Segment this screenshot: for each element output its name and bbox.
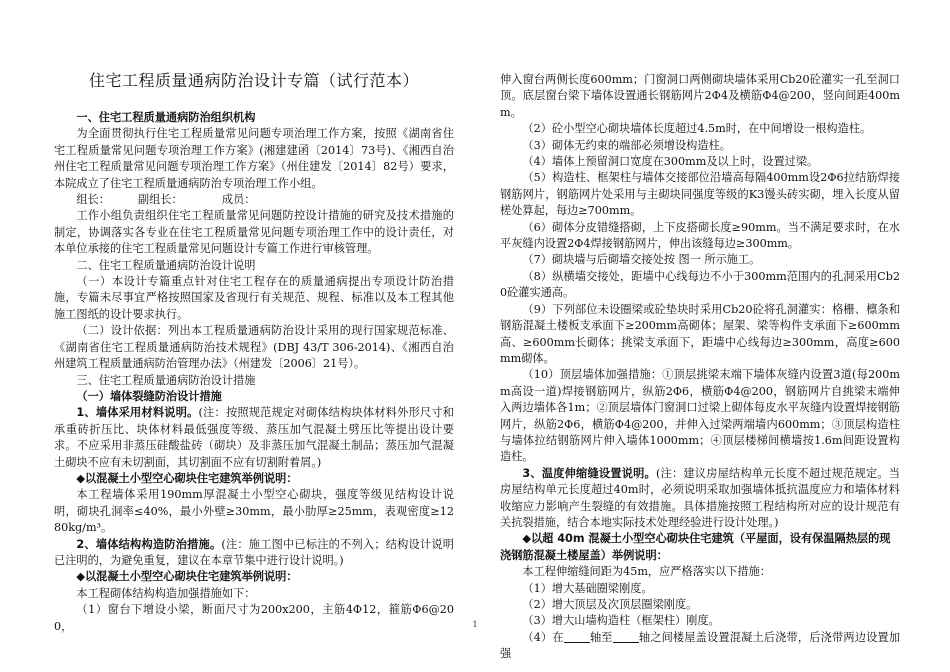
paragraph-joint-item-3: （3）增大山墙构造柱（框架柱）刚度。: [522, 614, 720, 628]
paragraph-joint-item-1: （1）增大基础圈梁刚度。: [522, 581, 653, 595]
paragraph-scope: （一）本设计专篇重点针对住宅工程存在的质量通病提出专项设计防治措施，专篇未尽事宜严格按照国家及省现行有关规范、规程、标准以及本工程其他施工图纸的设计要求执行。: [54, 275, 454, 321]
page-number: 1: [472, 620, 478, 629]
roles-line: 组长： 副组长： 成员：: [76, 193, 256, 207]
joint-item-4-c: 轴之间楼屋盖设置混凝土后浇带，后浇带两边设置加强: [500, 630, 900, 661]
example-heading-2: ◆以混凝土小型空心砌块住宅建筑举例说明：: [76, 570, 298, 584]
heading-design-description: 二、住宅工程质量通病防治设计说明: [76, 258, 256, 272]
paragraph-reinforce-intro: 本工程砌体结构构造加强措施如下：: [76, 586, 256, 600]
structure-measures-note: (注：施工图中已标注的不列入；结构设计说明已注明的，为避免重复，建议在本章节集中进行设计说明。): [54, 537, 454, 567]
heading-wall-crack: （一）墙体裂缝防治设计措施: [76, 389, 222, 403]
paragraph-joint-item-2: （2）增大顶层及次顶层圈梁刚度。: [522, 598, 698, 611]
axis-blank-1: [564, 630, 590, 643]
expansion-joint-note: (注：建议房屋结构单元长度不超过规范规定。当房屋结构单元长度超过40m时，必须说明采取加强墙体抵抗温度应力和墙体材料收缩应力影响产生裂缝的有效措施。具体措施按照工程结构所对应的设计规范有关抗裂措施，结合本地实际技术处理经验进行设计处理。): [500, 466, 900, 529]
paragraph-design-basis: （二）设计依据：列出本工程质量通病防治设计采用的现行国家规范标准、《湖南省住宅工程质量通病防治技术规程》(DBJ 43/T 306-2014)、《湘西自治州建筑工程质量通病防治管理办法》（州建发〔2006〕21号）。: [54, 324, 454, 371]
paragraph-item-2: （2）砼小型空心砌块墙体长度超过4.5m时，在中间增设一根构造柱。: [522, 122, 872, 136]
paragraph-block-spec: 本工程墙体采用190mm厚混凝土小型空心砌块，强度等级见结构设计说明，砌块孔洞率≤40%，最小外壁≥30mm，最小肋厚≥25mm，表观密度≥1280kg/m³。: [54, 488, 454, 535]
joint-item-4-a: （4）在: [522, 630, 564, 644]
structure-measures-lead: 2、墙体结构构造防治措施。: [76, 537, 222, 551]
paragraph-joint-item-4: [500, 630, 900, 663]
paragraph-item-4: （4）墙体上预留洞口宽度在300mm及以上时，设置过梁。: [522, 155, 819, 169]
page-title: 住宅工程质量通病防治设计专篇（试行范本）: [88, 71, 419, 90]
paragraph-item-5: （5）构造柱、框架柱与墙体交接部位沿墙高每隔400mm设2Φ6拉结筋焊接钢筋网片，钢筋网片处采用与主砌块同强度等级的K3馒头砖实砌，埋入长度从留槎处算起，每边≥700mm。: [500, 171, 900, 218]
right-column: [500, 72, 900, 663]
paragraph-item-3: （3）砌体无约束的端部必须增设构造柱。: [522, 138, 731, 152]
example-heading-1: ◆以混凝土小型空心砌块住宅建筑举例说明：: [76, 471, 298, 485]
paragraph-structure-measures: [54, 537, 454, 570]
paragraph-joint-spacing: 本工程伸缩缝间距为45m，应严格落实以下措施：: [522, 565, 771, 579]
left-column: [54, 70, 454, 635]
paragraph-item-9: （9）下列部位未设圈梁或砼垫块时采用Cb20砼将孔洞灌实：格栅、檩条和钢筋混凝土楼板支承面下≥200mm高砌体；屋架、梁等构件支承面下≥600mm高、≥600mm长砌体；挑梁支承面下，距墙中心线每边≥300mm，高度≥600mm砌体。: [500, 302, 900, 365]
example-heading-3: ◆以超 40m 混凝土小型空心砌块住宅建筑（平屋面，设有保温隔热层的现浇钢筋混凝土楼屋盖）举例说明：: [500, 532, 891, 562]
expansion-joint-lead: 3、温度伸缩缝设置说明。: [522, 466, 656, 480]
paragraph-expansion-joint: [500, 466, 900, 532]
paragraph-organization: 为全面贯彻执行住宅工程质量常见问题专项治理工作方案，按照《湖南省住宅工程质量常见问题专项治理工作方案》(湘建建函〔2014〕73号)、《湘西自治州住宅工程质量常见问题专项治理工作方案》（州住建发〔2014〕82号）要求，本院成立了住宅工程质量通病防治专项治理工作小组。: [54, 127, 454, 190]
paragraph-item-10: （10）顶层墙体加强措施：①顶层挑梁末端下墙体灰缝内设置3道(每200mm高设一道)焊接钢筋网片，纵筋2Φ6，横筋Φ4@200，钢筋网片自挑梁末端伸入两边墙体各1m；②顶层墙体门窗洞口过梁上砌体每皮水平灰缝内设置焊接钢筋网片，纵筋2Φ6，横筋Φ4@200，并伸入过梁两端墙内600mm；③顶层构造柱与墙体拉结钢筋网片伸入墙体1000mm；④顶层楼梯间横墙按1.6m间距设置构造柱。: [500, 368, 900, 464]
heading-design-measures: 三、住宅工程质量通病防治设计措施: [76, 373, 256, 387]
heading-organization: 一、住宅工程质量通病防治组织机构: [76, 111, 256, 124]
paragraph-item-8: （8）纵横墙交接处，距墙中心线每边不小于300mm范围内的孔洞采用Cb20砼灌实通高。: [500, 269, 900, 300]
paragraph-wall-material: [54, 405, 454, 471]
paragraph-group-duties: 工作小组负责组织住宅工程质量常见问题防控设计措施的研究及技术措施的制定，协调落实各专业在住宅工程质量常见问题专项治理工作中的设计责任，对本单位承接的住宅工程质量常见问题设计专篇工作进行审核管理。: [54, 209, 454, 256]
paragraph-item-1: （1）窗台下增设小梁，断面尺寸为200x200，主筋4Φ12，箍筋Φ6@200，: [54, 603, 454, 633]
joint-item-4-b: 轴至: [589, 630, 613, 644]
paragraph-item-6: （6）砌体分皮错缝搭砌，上下皮搭砌长度≥90mm。当不满足要求时，在水平灰缝内设置2Φ4焊接钢筋网片，伸出该缝每边≥300mm。: [500, 220, 900, 251]
wall-material-note: (注：按照规范规定对砌体结构块体材料外形尺寸和承重砖折压比、块体材料最低强度等级、蒸压加气混凝土劈压比等提出设计要求。不应采用非蒸压硅酸盐砖（砌块）及非蒸压加气混凝土制品；蒸压加气混凝土砌块不应有未切割面，其切割面不应有切割附着屑。): [54, 406, 454, 469]
axis-blank-2: [613, 630, 639, 643]
paragraph-item-7: （7）砌块墙与后砌墙交接处按 图一 所示施工。: [522, 253, 761, 267]
paragraph-item-1-cont: 伸入窗台两侧长度600mm；门窗洞口两侧砌块墙体采用Cb20砼灌实一孔至洞口顶。底层窗台梁下墙体设置通长钢筋网片2Φ4及横筋Φ4@200，竖向间距400mm。: [500, 73, 900, 119]
wall-material-lead: 1、墙体采用材料说明。: [76, 406, 199, 420]
